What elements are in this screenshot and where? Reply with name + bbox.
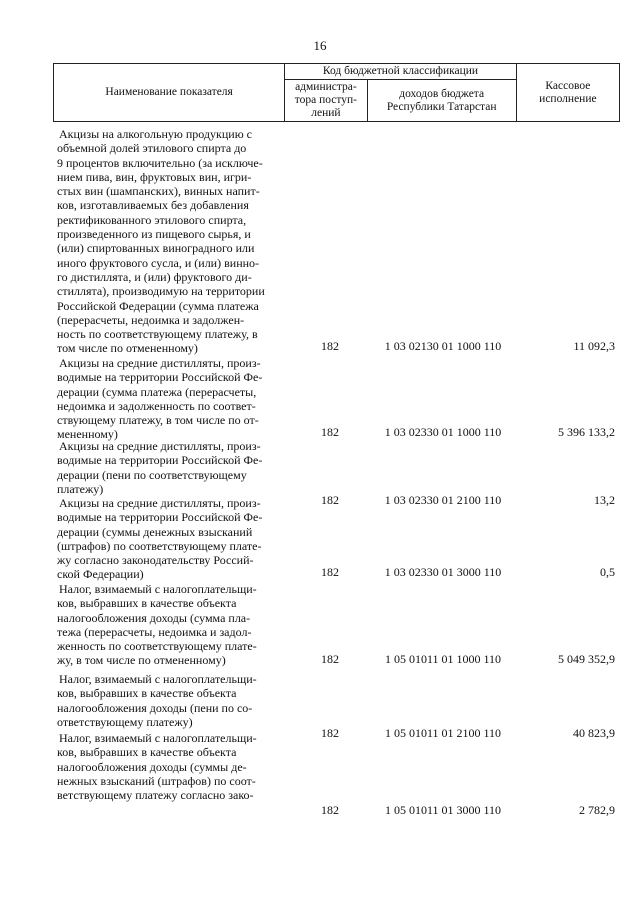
row-income-code: 1 03 02330 01 1000 110 [384, 425, 502, 439]
page-number: 16 [313, 38, 327, 53]
row-description: Налог, взимаемый с налогоплательщи- ков, выбравших в качестве объекта налогообложения доходы (сумма пла- тежа (перерасчеты, недоимка и задол- женность по соответствующему плате- жу, в том числе по отмененному) [57, 582, 257, 668]
column-header-name: Наименование показателя [54, 64, 285, 122]
row-admin-code: 182 [321, 493, 339, 507]
row-amount: 5 396 133,2 [558, 425, 615, 439]
row-description: Налог, взимаемый с налогоплательщи- ков, выбравших в качестве объекта налогообложения доходы (пени по со- ответствующему платежу) [57, 672, 257, 729]
column-header-cash: Кассовое исполнение [516, 64, 619, 122]
row-amount: 13,2 [594, 493, 615, 507]
row-income-code: 1 03 02330 01 3000 110 [384, 565, 502, 579]
row-amount: 40 823,9 [573, 726, 615, 740]
row-admin-code: 182 [321, 339, 339, 353]
row-description: Акцизы на средние дистилляты, произ- водимые на территории Российской Фе- дерации (суммы денежных взысканий (штрафов) по соответствующему плате- жу согласно законодательству Россий- ской Федерации) [57, 496, 263, 582]
row-income-code: 1 03 02130 01 1000 110 [384, 339, 502, 353]
row-income-code: 1 05 01011 01 3000 110 [384, 803, 502, 817]
column-header-income: доходов бюджета Республики Татарстан [367, 80, 516, 122]
row-amount: 11 092,3 [573, 339, 615, 353]
row-income-code: 1 03 02330 01 2100 110 [384, 493, 502, 507]
row-admin-code: 182 [321, 425, 339, 439]
row-admin-code: 182 [321, 652, 339, 666]
row-income-code: 1 05 01011 01 1000 110 [384, 652, 502, 666]
row-admin-code: 182 [321, 726, 339, 740]
row-description: Налог, взимаемый с налогоплательщи- ков, выбравших в качестве объекта налогообложения доходы (суммы де- нежных взысканий (штрафов) по соот- ветствующему платежу согласно зако- [57, 731, 257, 803]
row-description: Акцизы на средние дистилляты, произ- водимые на территории Российской Фе- дерации (сумма платежа (перерасчеты, недоимка и задолженность по соответ- ствующему платежу, в том числе по от- мененному) [57, 356, 263, 442]
row-amount: 2 782,9 [579, 803, 615, 817]
row-income-code: 1 05 01011 01 2100 110 [384, 726, 502, 740]
column-group-budget-code: Код бюджетной классификации [285, 64, 517, 80]
row-description: Акцизы на средние дистилляты, произ- водимые на территории Российской Фе- дерации (пени по соответствующему платежу) [57, 439, 263, 496]
column-header-admin: администра- тора поступ- лений [285, 80, 367, 122]
row-amount: 5 049 352,9 [558, 652, 615, 666]
table-header [53, 63, 620, 122]
row-admin-code: 182 [321, 803, 339, 817]
row-description: Акцизы на алкогольную продукцию с объемной долей этилового спирта до 9 процентов включительно (за исключе- нием пива, вин, фруктовых вин, игри- стых вин (шампанских), винных напит- ков, изготавливаемых без добавления ректификованного этилового спирта, произведенного из пищевого сырья, и (или) спиртованных виноградного или иного фруктового сусла, и (или) винно- го дистиллята, и (или) фруктового ди- стиллята), производимую на территории Российской Федерации (сумма платежа (перерасчеты, недоимка и задолжен- ность по соответствующему платежу, в том числе по отмененному) [57, 127, 265, 356]
row-amount: 0,5 [600, 565, 615, 579]
row-admin-code: 182 [321, 565, 339, 579]
